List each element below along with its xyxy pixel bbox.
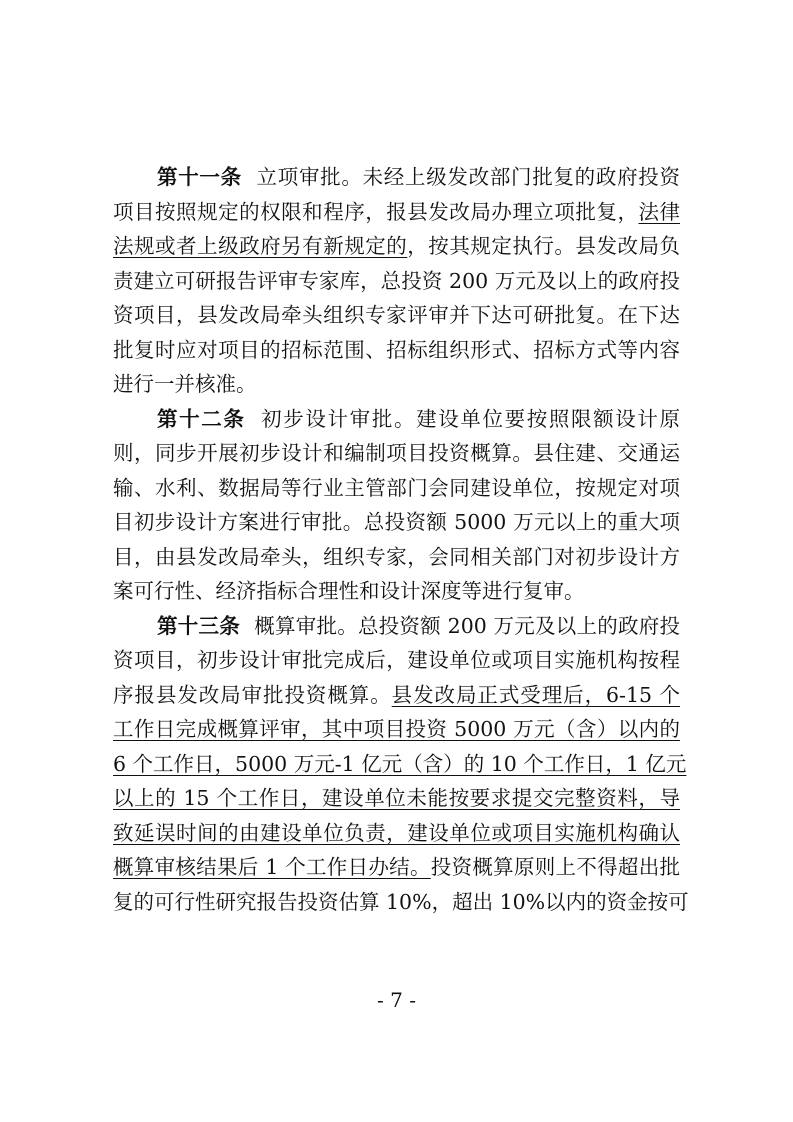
- text-line: [113, 643, 680, 678]
- body-text: 批复时应对项目的招标范围、招标组织形式、招标方式等内容: [113, 337, 680, 362]
- text-line: [113, 264, 680, 299]
- text-line: [113, 574, 680, 609]
- underlined-text: 工作日完成概算评审，其中项目投资 5000 万元（含）以内的: [113, 717, 680, 741]
- article-heading: 第十一条: [157, 165, 242, 189]
- text-line: [113, 367, 680, 402]
- text-line: [113, 816, 680, 851]
- article-heading: 第十三条: [157, 613, 240, 638]
- text-line: [113, 540, 680, 575]
- underlined-text: 致延误时间的由建设单位负责，建设单位或项目实施机构确认: [113, 820, 680, 845]
- text-line: [113, 436, 680, 471]
- text-line: [113, 298, 680, 333]
- text-line: [113, 781, 680, 816]
- text-line: [113, 195, 680, 230]
- body-text: 输、水利、数据局等行业主管部门会同建设单位，按规定对项: [113, 475, 680, 500]
- underlined-text: 以上的 15 个工作日，建设单位未能按要求提交完整资料，导: [113, 786, 680, 810]
- text-line: [113, 229, 680, 264]
- text-line: [113, 505, 680, 540]
- body-text: 项目按照规定的权限和程序，报县发改局办理立项批复，: [113, 199, 639, 224]
- page-number: - 7 -: [377, 988, 416, 1012]
- body-text: 进行一并核准。: [113, 372, 257, 396]
- text-line: [113, 333, 680, 368]
- text-line: [113, 747, 687, 782]
- body-text: 概算审批。总投资额 200 万元及以上的政府投: [253, 613, 681, 638]
- body-text: 初步设计审批。建设单位要按照限额设计原: [259, 406, 681, 431]
- body-text: 则，同步开展初步设计和编制项目投资概算。县住建、交通运: [113, 441, 680, 465]
- body-text: 目，由县发改局牵头，组织专家，会同相关部门对初步设计方: [113, 544, 680, 569]
- text-line: [113, 402, 680, 437]
- body-text: 资项目，初步设计审批完成后，建设单位或项目实施机构按程: [113, 648, 680, 672]
- text-line: [113, 160, 680, 195]
- body-text: 立项审批。未经上级发改部门批复的政府投资: [255, 165, 681, 189]
- underlined-text: 6 个工作日，5000 万元-1 亿元（含）的 10 个工作日，1 亿元: [113, 751, 687, 776]
- body-text: 投资概算原则上不得超出批: [430, 855, 681, 879]
- text-line: [113, 850, 680, 885]
- article-heading: 第十二条: [157, 406, 246, 431]
- underlined-text: 法规或者上级政府另有新规定的: [113, 234, 408, 258]
- body-text: 复的可行性研究报告投资估算 10%，超出 10%以内的资金按可: [113, 889, 689, 914]
- body-text: 目初步设计方案进行审批。总投资额 5000 万元以上的重大项: [113, 510, 680, 534]
- text-line: [113, 885, 689, 920]
- body-text: 案可行性、经济指标合理性和设计深度等进行复审。: [113, 579, 585, 603]
- document-body: [113, 160, 689, 919]
- text-line: [113, 471, 680, 506]
- text-line: [113, 678, 680, 713]
- body-text: 资项目，县发改局牵头组织专家评审并下达可研批复。在下达: [113, 303, 680, 327]
- underlined-text: 概算审核结果后 1 个工作日办结。: [113, 855, 431, 879]
- text-line: [113, 609, 680, 644]
- body-text: ，按其规定执行。县发改局负: [407, 234, 681, 258]
- body-text: 序报县发改局审批投资概算。: [113, 682, 392, 707]
- underlined-text: 县发改局正式受理后，6-15 个: [391, 682, 681, 707]
- underlined-text: 法律: [638, 199, 681, 224]
- text-line: [113, 712, 680, 747]
- body-text: 责建立可研报告评审专家库，总投资 200 万元及以上的政府投: [113, 268, 680, 293]
